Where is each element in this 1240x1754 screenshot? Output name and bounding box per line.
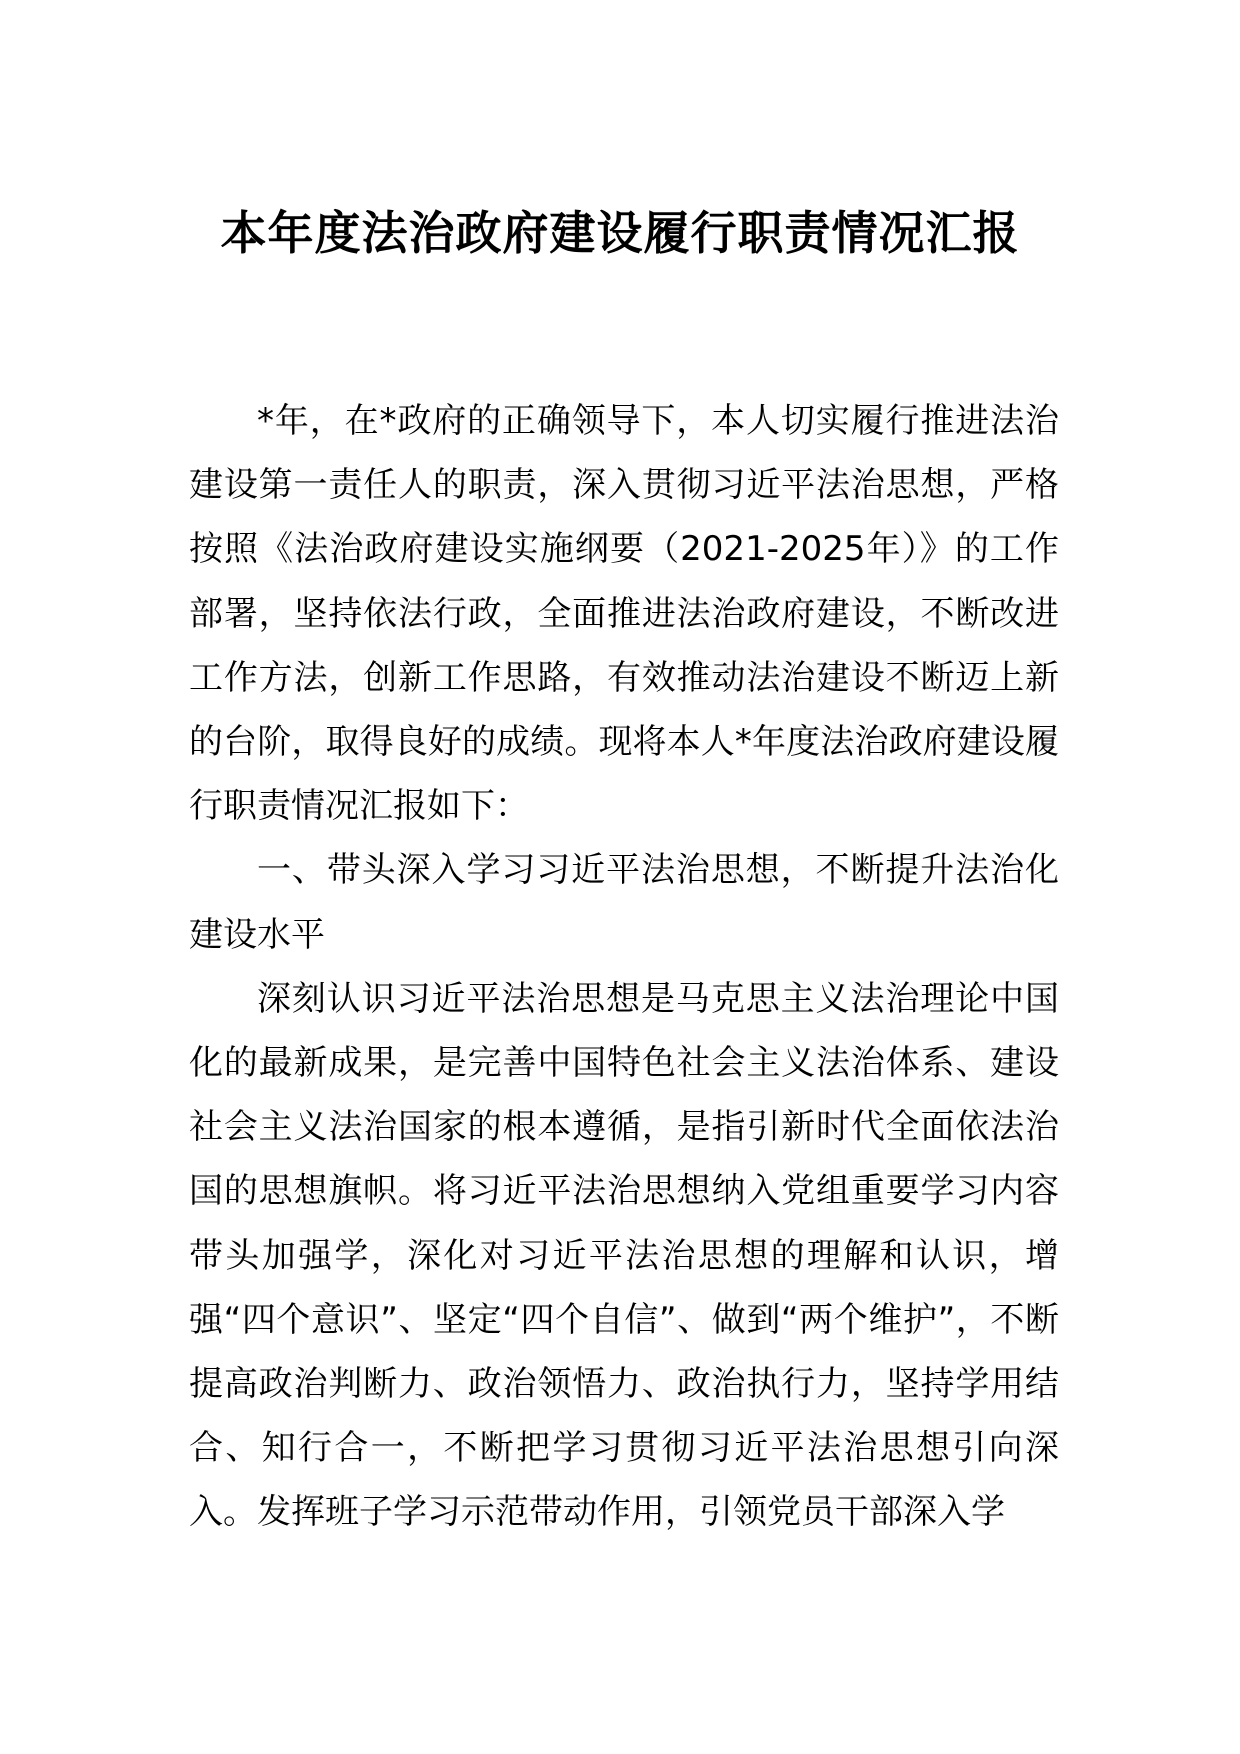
intro-paragraph: *年，在*政府的正确领导下，本人切实履行推进法治建设第一责任人的职责，深入贯彻习近平法治思想，严格按照《法治政府建设实施纲要（2021-2025年）》的工作部署，坚持依法行政，全面推进法治政府建设，不断改进工作方法，创新工作思路，有效推动法治建设不断迈上新的台阶，取得良好的成绩。现将本人*年度法治政府建设履行职责情况汇报如下： bbox=[189, 401, 1059, 827]
document-body bbox=[189, 389, 1059, 1545]
section-heading-1: 一、带头深入学习习近平法治思想，不断提升法治化建设水平 bbox=[189, 850, 1059, 955]
document-title: 本年度法治政府建设履行职责情况汇报 bbox=[220, 206, 1020, 260]
section-paragraph-1: 深刻认识习近平法治思想是马克思主义法治理论中国化的最新成果，是完善中国特色社会主义法治体系、建设社会主义法治国家的根本遵循，是指引新时代全面依法治国的思想旗帜。将习近平法治思想纳入党组重要学习内容带头加强学，深化对习近平法治思想的理解和认识，增强“四个意识”、坚定“四个自信”、做到“两个维护”，不断提高政治判断力、政治领悟力、政治执行力，坚持学用结合、知行合一，不断把学习贯彻习近平法治思想引向深入。发挥班子学习示范带动作用，引领党员干部深入学 bbox=[189, 978, 1059, 1533]
